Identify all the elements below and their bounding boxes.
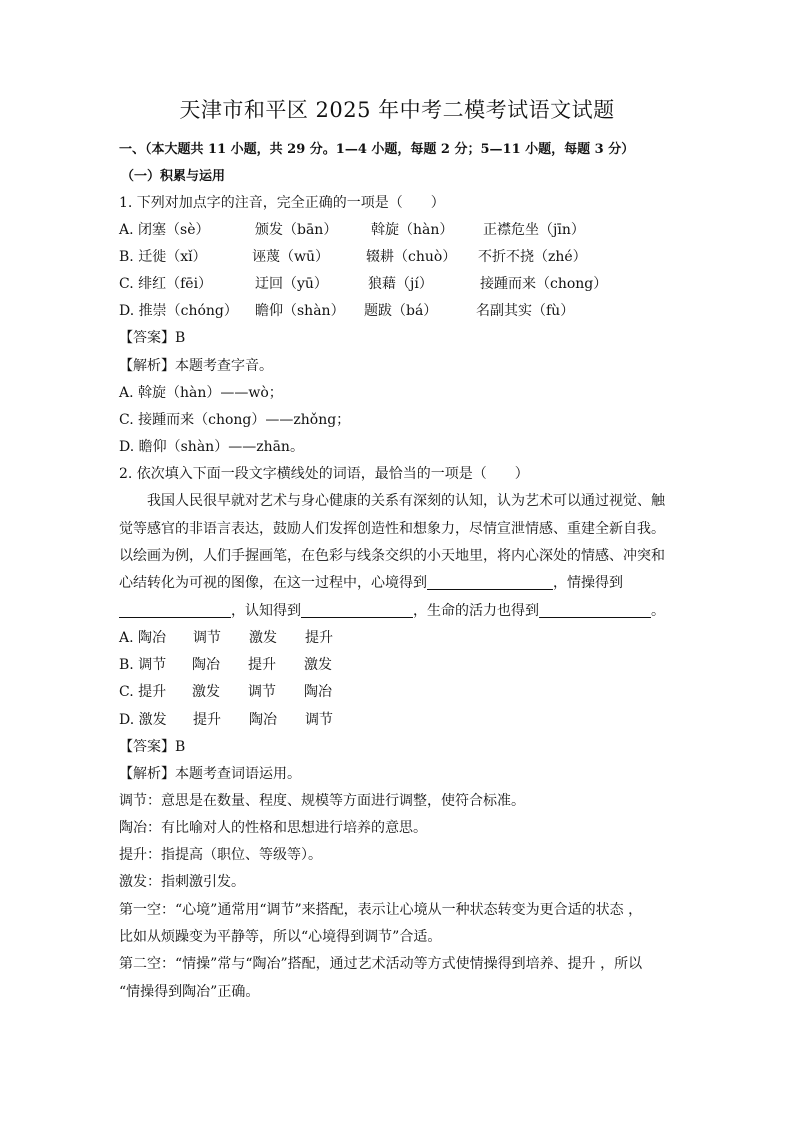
q2-note-jifa: 激发：指刺激引发。	[119, 874, 245, 890]
q2-option-a-4: 提升	[305, 630, 333, 646]
q2-note-tisheng: 提升：指提高（职位、等级等）。	[119, 847, 322, 863]
q1-option-c-3: 狼藉（jí）	[368, 276, 433, 292]
q1-note-a: A. 斡旋（hàn）——wò；	[119, 385, 283, 401]
document-title: 天津市和平区 2025 年中考二模考试语文试题	[179, 98, 615, 122]
q2-option-c-2: 激发	[192, 684, 220, 700]
passage-line-5	[119, 600, 675, 620]
q1-option-b-2: 诬蔑（wū）	[252, 249, 329, 265]
passage-line-4-text-a: 心结转化为可视的图像，在这一过程中，心境得到	[119, 575, 427, 591]
q1-option-d-4: 名副其实（fù）	[476, 303, 575, 319]
q1-note-c: C. 接踵而来（chong）——zhǒng；	[119, 412, 351, 428]
q1-note-d: D. 瞻仰（shàn）——zhān。	[119, 439, 304, 455]
fill-blank-3	[301, 603, 413, 618]
q2-option-d-1: D. 激发	[119, 712, 167, 728]
q1-option-b-1: B. 迁徙（xǐ）	[119, 249, 207, 265]
q2-option-a-3: 激发	[249, 630, 277, 646]
q2-analysis: 【解析】本题考查词语运用。	[119, 766, 301, 782]
q2-blank2-explanation-line-1: 第二空：“情操”常与“陶冶”搭配，通过艺术活动等方式使情操得到培养、提升 ，所以	[119, 956, 643, 972]
passage-line-5-text-c: 。	[651, 603, 665, 619]
question-1-stem: 1. 下列对加点字的注音，完全正确的一项是（ ）	[119, 195, 445, 211]
q1-option-d-3: 题跋（bá）	[364, 303, 438, 319]
q1-option-a-4: 正襟危坐（jīn）	[483, 222, 585, 238]
question-2-stem: 2. 依次填入下面一段文字横线处的词语，最恰当的一项是（ ）	[119, 466, 529, 482]
q1-option-a-1: A. 闭塞（sè）	[119, 222, 210, 238]
q2-option-c-1: C. 提升	[119, 684, 167, 700]
q2-option-d-3: 陶冶	[249, 712, 277, 728]
q2-note-tiaojie: 调节：意思是在数量、程度、规模等方面进行调整，使符合标准。	[119, 793, 525, 809]
q2-option-d-4: 调节	[305, 712, 333, 728]
q1-option-c-1: C. 绯红（fēi）	[119, 276, 213, 292]
q2-option-c-4: 陶冶	[304, 684, 332, 700]
q2-blank1-explanation-line-1: 第一空：“心境”通常用“调节”来搭配，表示让心境从一种状态转变为更合适的状态 ，	[119, 902, 643, 918]
q2-answer: 【答案】B	[119, 739, 186, 755]
fill-blank-4	[539, 603, 651, 618]
passage-line-4-text-b: ，情操得到	[553, 575, 623, 591]
q1-option-b-3: 辍耕（chuò）	[366, 249, 457, 265]
passage-line-1: 我国人民很早就对艺术与身心健康的关系有深刻的认知，认为艺术可以通过视觉、触	[147, 493, 665, 509]
q1-option-a-2: 颁发（bān）	[255, 222, 338, 238]
section-header: 一、（本大题共 11 小题，共 29 分。1—4 小题，每题 2 分；5—11 小题，每题 3 分）	[119, 142, 635, 157]
fill-blank-2	[119, 603, 231, 618]
q1-option-d-1: D. 推崇（chóng）	[119, 303, 238, 319]
q2-blank1-explanation-line-2: 比如从烦躁变为平静等，所以“心境得到调节”合适。	[119, 929, 442, 945]
passage-line-2: 觉等感官的非语言表达，鼓励人们发挥创造性和想象力，尽情宣泄情感、重建全新自我。	[119, 521, 665, 537]
q2-option-a-2: 调节	[193, 630, 221, 646]
fill-blank-1	[427, 575, 553, 590]
q2-option-b-2: 陶冶	[192, 657, 220, 673]
subsection-header: （一）积累与运用	[121, 169, 226, 184]
q2-option-b-4: 激发	[304, 657, 332, 673]
q2-option-c-3: 调节	[248, 684, 276, 700]
q1-option-a-3: 斡旋（hàn）	[371, 222, 454, 238]
q2-option-b-1: B. 调节	[119, 657, 167, 673]
passage-line-5-text-b: ，生命的活力也得到	[413, 603, 539, 619]
q1-option-d-2: 瞻仰（shàn）	[255, 303, 345, 319]
q1-option-c-4: 接踵而来（chong）	[480, 276, 608, 292]
q2-blank2-explanation-line-2: “情操得到陶冶”正确。	[119, 984, 260, 1000]
q2-option-a-1: A. 陶冶	[119, 630, 167, 646]
q2-option-d-2: 提升	[193, 712, 221, 728]
q2-option-b-3: 提升	[248, 657, 276, 673]
q2-note-taoye: 陶冶：有比喻对人的性格和思想进行培养的意思。	[119, 820, 427, 836]
q1-analysis: 【解析】本题考查字音。	[119, 358, 273, 374]
passage-line-3: 以绘画为例，人们手握画笔，在色彩与线条交织的小天地里，将内心深处的情感、冲突和	[119, 548, 665, 564]
passage-line-4	[119, 572, 675, 592]
passage-line-5-text-a: ，认知得到	[231, 603, 301, 619]
q1-option-b-4: 不折不挠（zhé）	[478, 249, 587, 265]
q1-answer: 【答案】B	[119, 330, 186, 346]
q1-option-c-2: 迂回（yū）	[255, 276, 328, 292]
